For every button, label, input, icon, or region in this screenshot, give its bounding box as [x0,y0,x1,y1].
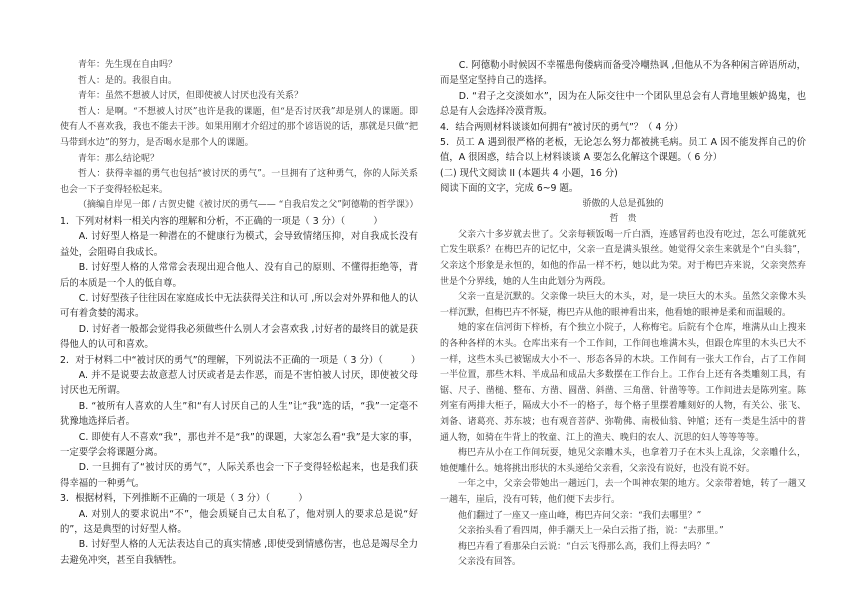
right-paragraph: 父亲没有回答。 [458,557,522,568]
right-paragraph: 父亲六十多岁就去世了。父亲每顿饭喝一斤白酒，连感冒药也没有吃过，怎么可能就死亡发生联系？在梅巴卉的记忆中，父亲一直是满头银丝。她觉得父亲生来就是个“白头翁”，父亲这个形象是永恒的，如他的作品一样不朽，她以此为荣。对于梅巴卉来说，父亲突然弃世是个分界线，她的人生由此划分为两段。 [440,229,806,287]
right-paragraph: 哲 贵 [609,214,637,225]
left-paragraph: D. 讨好者一般都会觉得我必须做些什么别人才会喜欢我 ,讨好者的最终目的就是获得他人的认可和喜欢。 [60,323,418,351]
left-paragraph: 青年：虽然不想被人讨厌，但即使被人讨厌也没有关系？ [78,91,304,102]
right-paragraph: 父亲抬头看了看四周，伸手潮天上一朵白云指了指，说：“去那里。” [458,526,724,537]
left-paragraph: A. 并不是说要去故意惹人讨厌或者是去作恶，而是不害怕被人讨厌，即使被父母讨厌也无所谓。 [60,370,418,397]
left-paragraph: 1．下列对材料一相关内容的理解和分析，不正确的一项是（ 3 分）（ ） [60,215,383,227]
left-paragraph: 青年：先生现在自由吗？ [78,60,178,70]
right-paragraph: 5．员工 A 遇到很严格的老板，无论怎么努力都被挑毛病。员工 A 因不能发挥自己的价值，A 很困惑，结合以上材料谈谈 A 要怎么化解这个课题。（ 6 分） [440,137,806,164]
right-paragraph: 一年之中，父亲会带她出一趟远门，去一个叫神农架的地方。父亲带着她，转了一趟又一趟车，崖后，没有可转，他们便下去步行。 [440,479,806,505]
right-paragraph: 4．结合两则材料谈谈如何拥有“被讨厌的勇气”？（ 4 分） [440,121,684,133]
left-paragraph: B. “被所有人喜欢的人生”和“有人讨厌自己的人生”让“我”选的话，“我”一定毫不犹豫地选择后者。 [60,400,418,428]
left-paragraph: A. 对别人的要求说出“不”，他会质疑自己太自私了，他对别人的要求总是说“好的”，这是典型的讨好型人格。 [60,508,418,536]
left-paragraph: 哲人：是啊。“不想被人讨厌”也许是我的课题，但“是否讨厌我”却是别人的课题。即使有人不喜欢我，我也不能去干涉。如果用刚才介绍过的那个谚语说的话，那就是只做“把马带到水边”的努力，是否喝水是那个人的课题。 [60,106,418,148]
left-paragraph: C. 即使有人不喜欢“我”，那也并不是“我”的课题，大家怎么看“我”是大家的事，一定要学会将课题分离。 [60,431,418,459]
left-column [60,58,421,568]
left-paragraph: A. 讨好型人格是一种潜在的不健康行为模式，会导致情绪压抑，对自我成长没有益处，会阻碍自我成长。 [60,231,418,258]
left-paragraph: 哲人：是的。我很自由。 [78,75,178,86]
left-paragraph: B. 讨好型人格的人无法表达自己的真实情感 ,即使受到情感伤害，也总是竭尽全力去避免冲突，甚至自我牺牲。 [60,539,418,566]
right-paragraph: C. 阿德勒小时候因不幸罹患佝偻病而备受冷嘲热讽 ,但他从不为各种闲言碎语所动，而是坚定坚持自己的选择。 [440,60,806,87]
right-column [440,58,806,571]
left-paragraph: C. 讨好型孩子往往因在家庭成长中无法获得关注和认可 ,所以会对外界和他人的认可有着贪婪的渴求。 [60,292,418,320]
right-paragraph: 他们翻过了一座又一座山峰，梅巴卉问父亲：“我们去哪里？” [458,510,702,521]
right-paragraph: (二) 现代文阅读 II (本题共 4 小题，16 分) [440,167,618,179]
left-paragraph: 2．对于材料二中“被讨厌的勇气”的理解，下列说法不正确的一项是（ 3 分）（ ） [60,354,421,366]
right-paragraph: 父亲一直是沉默的。父亲像一块巨大的木头，对，是一块巨大的木头。虽然父亲像木头一样沉默，但梅巴卉不怀疑，梅巴卉从他的眼神看出来，他看她的眼神是柔和而温暖的。 [440,292,806,318]
left-paragraph: 青年：那么结论呢？ [78,153,160,164]
left-paragraph: （摘编自岸见一郎 / 古贺史健《被讨厌的勇气—— “自我启发之父”阿德勒的哲学课》） [78,200,419,211]
right-paragraph: 她的家在信河街下梓桥，有个独立小院子，人称梅宅。后院有个仓库，堆满从山上搜来的各种各样的木头。仓库出来有一个工作间，工作间也堆满木头，但跟仓库里的木头已大不一样，这些木头已被锯成大小不一、形态各异的木块。工作间有一张大工作台，占了工作间一半位置，那些木料、半成品和成品大多数摆在工作台上。工作台上还有各类雕刻工具，有锯、尺子、凿槌、整布、方凿、圆凿、斜凿、三角凿、针凿等等。工作间进去是陈列室。陈列室有两排大柜子，隔成大小不一的格子，每个格子里摆着雕刻好的人物，有关公、张飞、刘备、诸葛亮、苏东坡；也有观音菩萨、弥勒佛、南极仙翁、钟馗；还有一类是生活中的普通人物，如骑在牛背上的牧童、江上的渔夫、晚归的农人、沉思的妇人等等等等。 [440,323,806,443]
right-paragraph: 梅巴卉从小在工作间玩耍，她见父亲雕木头，也拿着刀子在木头上乱涂，父亲雕什么，她便雕什么。她将挑出形状的木头递给父亲看，父亲没有说好，也没有说不好。 [440,448,806,474]
left-paragraph: D. 一旦拥有了“被讨厌的勇气”，人际关系也会一下子变得轻松起来，也是我们获得幸福的一种勇气。 [60,462,418,489]
left-paragraph: B. 讨好型人格的人常常会表现出迎合他人、没有自己的原则、不懂得拒绝等，背后的本质是一个人的低自尊。 [60,262,418,289]
left-paragraph: 哲人：获得幸福的勇气也包括“被讨厌的勇气”。一旦拥有了这种勇气，你的人际关系也会一下子变得轻松起来。 [60,169,418,195]
right-paragraph: 阅读下面的文字，完成 6~9 题。 [440,183,579,195]
right-paragraph: 骄傲的人总是孤独的 [582,198,664,209]
right-paragraph: 梅巴卉看了看那朵白云说：“白云飞得那么高，我们上得去吗？” [458,541,711,552]
left-paragraph: 3．根据材料，下列推断不正确的一项是（ 3 分）（ ） [60,493,308,505]
right-paragraph: D. “君子之交淡如水”，因为在人际交往中一个团队里总会有人背地里嫉妒捣鬼，也总是有人会选择冷漠背叛。 [440,90,806,118]
